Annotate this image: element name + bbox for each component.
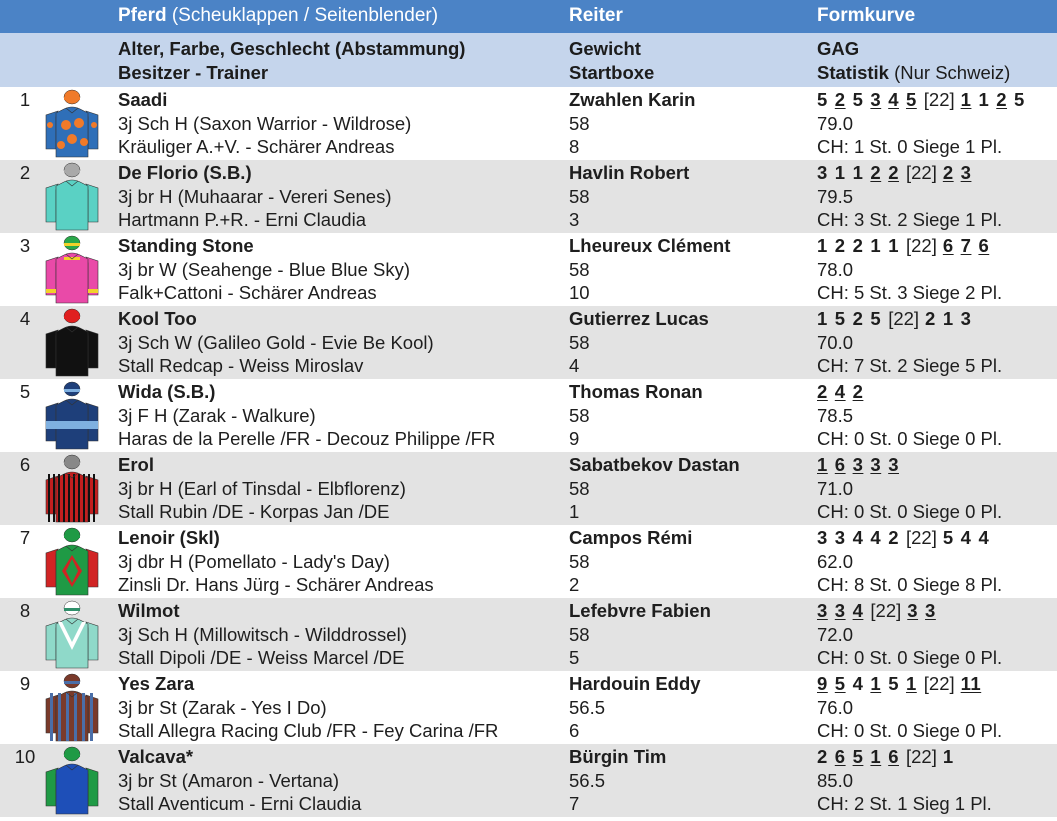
- form-result: 4: [888, 89, 899, 110]
- statistics: CH: 0 St. 0 Siege 0 Pl.: [817, 501, 1003, 522]
- horse-number: 9: [19, 673, 31, 694]
- weight: 58: [569, 332, 590, 353]
- owner-trainer: Kräuliger A.+V. - Schärer Andreas: [118, 136, 395, 157]
- form-curve: [817, 162, 978, 184]
- horse-details: 3j Sch H (Millowitsch - Wilddrossel): [118, 624, 407, 645]
- form-result: 1: [978, 89, 990, 110]
- rider-name: Bürgin Tim: [569, 746, 667, 767]
- form-result: 4: [870, 527, 882, 548]
- form-result: 2: [888, 527, 899, 548]
- horse-details: 3j br H (Muhaarar - Vereri Senes): [118, 186, 392, 207]
- form-result: 3: [960, 162, 972, 183]
- start-box: 9: [569, 428, 580, 449]
- table-row: [0, 744, 1057, 817]
- horse-number: 1: [19, 89, 31, 110]
- table-row: [0, 233, 1057, 306]
- col-weight-subheader: Gewicht: [569, 38, 641, 59]
- form-result: 5: [942, 527, 954, 548]
- silk-blue-green-sleeves-icon: [44, 744, 100, 816]
- horse-name: De Florio (S.B.): [118, 162, 252, 183]
- form-season-marker: [22]: [923, 89, 955, 110]
- rider-name: Zwahlen Karin: [569, 89, 696, 110]
- owner-trainer: Stall Aventicum - Erni Claudia: [118, 793, 362, 814]
- form-result: 6: [834, 746, 846, 767]
- weight: 58: [569, 259, 590, 280]
- statistics: CH: 2 St. 1 Sieg 1 Pl.: [817, 793, 992, 814]
- silk-navy-hoop-icon: [44, 379, 100, 451]
- horse-name: Valcava*: [118, 746, 194, 767]
- horse-details: 3j Sch W (Galileo Gold - Evie Be Kool): [118, 332, 434, 353]
- horse-number: 7: [19, 527, 31, 548]
- statistics: CH: 1 St. 0 Siege 1 Pl.: [817, 136, 1003, 157]
- form-result: 4: [852, 600, 864, 621]
- col-rating-subheader: GAG: [817, 38, 860, 59]
- form-result: 2: [942, 162, 954, 183]
- weight: 58: [569, 113, 590, 134]
- col-box-subheader: Startboxe: [569, 62, 655, 83]
- silk-turquoise-icon: [44, 160, 100, 232]
- horse-number: 4: [19, 308, 31, 329]
- rating-gag: 78.0: [817, 259, 854, 280]
- form-result: 1: [942, 308, 954, 329]
- form-curve: [817, 527, 996, 549]
- horse-details: 3j br H (Earl of Tinsdal - Elbflorenz): [118, 478, 406, 499]
- form-season-marker: [22]: [905, 162, 937, 183]
- form-result: 5: [870, 308, 882, 329]
- weight: 58: [569, 186, 590, 207]
- horse-name: Saadi: [118, 89, 168, 110]
- form-result: 1: [817, 308, 828, 329]
- form-result: 3: [817, 527, 828, 548]
- form-result: 4: [852, 527, 864, 548]
- form-result: 3: [834, 527, 846, 548]
- horse-number: 5: [19, 381, 31, 402]
- rating-gag: 72.0: [817, 624, 854, 645]
- start-box: 10: [569, 282, 590, 303]
- form-result: 6: [978, 235, 990, 256]
- owner-trainer: Hartmann P.+R. - Erni Claudia: [118, 209, 366, 230]
- start-box: 6: [569, 720, 580, 741]
- horse-number: 3: [19, 235, 31, 256]
- form-result: 1: [888, 235, 899, 256]
- form-result: 2: [817, 381, 828, 402]
- statistics: CH: 0 St. 0 Siege 0 Pl.: [817, 647, 1003, 668]
- weight: 58: [569, 405, 590, 426]
- owner-trainer: Stall Allegra Racing Club /FR - Fey Carina /FR: [118, 720, 499, 741]
- start-box: 2: [569, 574, 580, 595]
- table-row: [0, 452, 1057, 525]
- table-row: [0, 87, 1057, 160]
- form-result: 2: [834, 89, 846, 110]
- weight: 56.5: [569, 770, 606, 791]
- form-result: 7: [960, 235, 972, 256]
- form-result: 3: [925, 600, 936, 621]
- form-result: 4: [852, 673, 864, 694]
- table-row: [0, 379, 1057, 452]
- form-result: 4: [834, 381, 846, 402]
- form-result: 9: [817, 673, 828, 694]
- form-result: 5: [834, 308, 846, 329]
- form-result: 1: [817, 454, 828, 475]
- col-stats-subheader: Statistik (Nur Schweiz): [817, 62, 1011, 83]
- form-curve: [817, 673, 988, 695]
- horse-details: 3j br W (Seahenge - Blue Blue Sky): [118, 259, 411, 280]
- col-rider-header: Reiter: [569, 5, 623, 26]
- rating-gag: 70.0: [817, 332, 854, 353]
- statistics: CH: 7 St. 2 Siege 5 Pl.: [817, 355, 1003, 376]
- form-result: 3: [817, 600, 828, 621]
- rider-name: Thomas Ronan: [569, 381, 703, 402]
- table-row: [0, 160, 1057, 233]
- horse-details: 3j br St (Zarak - Yes I Do): [118, 697, 327, 718]
- table-row: [0, 525, 1057, 598]
- silk-red-black-stripes-icon: [44, 452, 100, 524]
- rating-gag: 71.0: [817, 478, 854, 499]
- form-result: 2: [817, 746, 828, 767]
- rider-name: Havlin Robert: [569, 162, 690, 183]
- form-season-marker: [22]: [923, 673, 955, 694]
- form-curve: [817, 454, 906, 476]
- form-result: 1: [870, 673, 882, 694]
- horse-number: 2: [19, 162, 31, 183]
- rating-gag: 76.0: [817, 697, 854, 718]
- form-result: 2: [996, 89, 1008, 110]
- horse-name: Wida (S.B.): [118, 381, 216, 402]
- silk-black-icon: [44, 306, 100, 378]
- start-box: 8: [569, 136, 580, 157]
- rider-name: Gutierrez Lucas: [569, 308, 709, 329]
- form-result: 3: [960, 308, 972, 329]
- horse-details: 3j dbr H (Pomellato - Lady's Day): [118, 551, 390, 572]
- form-result: 3: [907, 600, 919, 621]
- horse-details: 3j Sch H (Saxon Warrior - Wildrose): [118, 113, 412, 134]
- horse-details: 3j F H (Zarak - Walkure): [118, 405, 316, 426]
- col-form-header: Formkurve: [817, 5, 916, 26]
- rider-name: Lefebvre Fabien: [569, 600, 711, 621]
- form-result: 5: [852, 746, 864, 767]
- horse-name: Yes Zara: [118, 673, 195, 694]
- start-box: 4: [569, 355, 580, 376]
- rating-gag: 79.5: [817, 186, 854, 207]
- owner-trainer: Stall Dipoli /DE - Weiss Marcel /DE: [118, 647, 405, 668]
- weight: 58: [569, 624, 590, 645]
- rider-name: Lheureux Clément: [569, 235, 731, 256]
- form-result: 2: [834, 235, 846, 256]
- form-season-marker: [22]: [905, 527, 937, 548]
- form-result: 4: [960, 527, 972, 548]
- form-result: 5: [888, 673, 899, 694]
- weight: 58: [569, 478, 590, 499]
- rider-name: Hardouin Eddy: [569, 673, 701, 694]
- statistics: CH: 3 St. 2 Siege 1 Pl.: [817, 209, 1003, 230]
- form-result: 5: [852, 89, 864, 110]
- rider-name: Sabatbekov Dastan: [569, 454, 740, 475]
- form-result: 5: [905, 89, 917, 110]
- form-result: 1: [942, 746, 954, 767]
- form-result: 2: [852, 235, 864, 256]
- statistics: CH: 5 St. 3 Siege 2 Pl.: [817, 282, 1003, 303]
- silk-mint-chevron-icon: [44, 598, 100, 670]
- form-season-marker: [22]: [888, 308, 920, 329]
- weight: 56.5: [569, 697, 606, 718]
- form-result: 5: [817, 89, 828, 110]
- rating-gag: 79.0: [817, 113, 854, 134]
- form-result: 5: [834, 673, 846, 694]
- col-horse-subheader: Alter, Farbe, Geschlecht (Abstammung): [118, 38, 466, 59]
- form-result: 1: [870, 746, 882, 767]
- statistics: CH: 0 St. 0 Siege 0 Pl.: [817, 428, 1003, 449]
- rating-gag: 62.0: [817, 551, 854, 572]
- form-season-marker: [22]: [870, 600, 902, 621]
- start-box: 3: [569, 209, 580, 230]
- form-result: 3: [817, 162, 828, 183]
- silk-brown-blue-stripes-icon: [44, 671, 100, 743]
- table-row: [0, 306, 1057, 379]
- horse-name: Kool Too: [118, 308, 197, 329]
- form-result: 1: [834, 162, 846, 183]
- owner-trainer: Zinsli Dr. Hans Jürg - Schärer Andreas: [118, 574, 434, 595]
- header-row-1: [0, 0, 1057, 33]
- form-result: 3: [870, 89, 882, 110]
- start-box: 7: [569, 793, 580, 814]
- form-result: 2: [888, 162, 899, 183]
- form-season-marker: [22]: [905, 235, 937, 256]
- statistics: CH: 8 St. 0 Siege 8 Pl.: [817, 574, 1003, 595]
- horse-number: 6: [19, 454, 31, 475]
- silk-green-red-icon: [44, 525, 100, 597]
- form-result: 11: [960, 673, 982, 694]
- form-result: 2: [852, 308, 864, 329]
- horse-number: 8: [19, 600, 31, 621]
- form-curve: [817, 89, 1032, 111]
- form-result: 5: [1014, 89, 1025, 110]
- form-result: 1: [870, 235, 882, 256]
- header-row-2: [0, 33, 1057, 87]
- rating-gag: 85.0: [817, 770, 854, 791]
- form-result: 4: [978, 527, 990, 548]
- form-result: 3: [888, 454, 899, 475]
- form-curve: [817, 235, 996, 257]
- table-row: [0, 671, 1057, 744]
- owner-trainer: Haras de la Perelle /FR - Decouz Philippe /FR: [118, 428, 496, 449]
- form-curve: [817, 381, 870, 403]
- form-season-marker: [22]: [905, 746, 937, 767]
- start-box: 1: [569, 501, 580, 522]
- form-result: 1: [960, 89, 972, 110]
- form-result: 3: [852, 454, 864, 475]
- start-box: 5: [569, 647, 580, 668]
- horse-details: 3j br St (Amaron - Vertana): [118, 770, 340, 791]
- rating-gag: 78.5: [817, 405, 854, 426]
- form-result: 6: [834, 454, 846, 475]
- horse-name: Standing Stone: [118, 235, 254, 256]
- form-result: 6: [942, 235, 954, 256]
- form-curve: [817, 746, 961, 768]
- weight: 58: [569, 551, 590, 572]
- form-result: 2: [870, 162, 882, 183]
- form-result: 3: [834, 600, 846, 621]
- horse-name: Erol: [118, 454, 154, 475]
- horse-number: 10: [14, 746, 36, 767]
- owner-trainer: Stall Redcap - Weiss Miroslav: [118, 355, 364, 376]
- horse-name: Wilmot: [118, 600, 180, 621]
- form-result: 1: [905, 673, 917, 694]
- statistics: CH: 0 St. 0 Siege 0 Pl.: [817, 720, 1003, 741]
- table-row: [0, 598, 1057, 671]
- form-result: 1: [852, 162, 864, 183]
- owner-trainer: Stall Rubin /DE - Korpas Jan /DE: [118, 501, 390, 522]
- owner-trainer: Falk+Cattoni - Schärer Andreas: [118, 282, 377, 303]
- form-curve: [817, 600, 943, 622]
- rider-name: Campos Rémi: [569, 527, 693, 548]
- form-result: 2: [852, 381, 864, 402]
- silk-pink-icon: [44, 233, 100, 305]
- col-owner-subheader: Besitzer - Trainer: [118, 62, 269, 83]
- form-curve: [817, 308, 978, 330]
- col-horse-header: Pferd (Scheuklappen / Seitenblender): [118, 5, 439, 26]
- form-result: 2: [925, 308, 936, 329]
- form-result: 1: [817, 235, 828, 256]
- form-result: 3: [870, 454, 882, 475]
- silk-orange-spots-icon: [44, 87, 100, 159]
- form-result: 6: [888, 746, 899, 767]
- horse-name: Lenoir (Skl): [118, 527, 220, 548]
